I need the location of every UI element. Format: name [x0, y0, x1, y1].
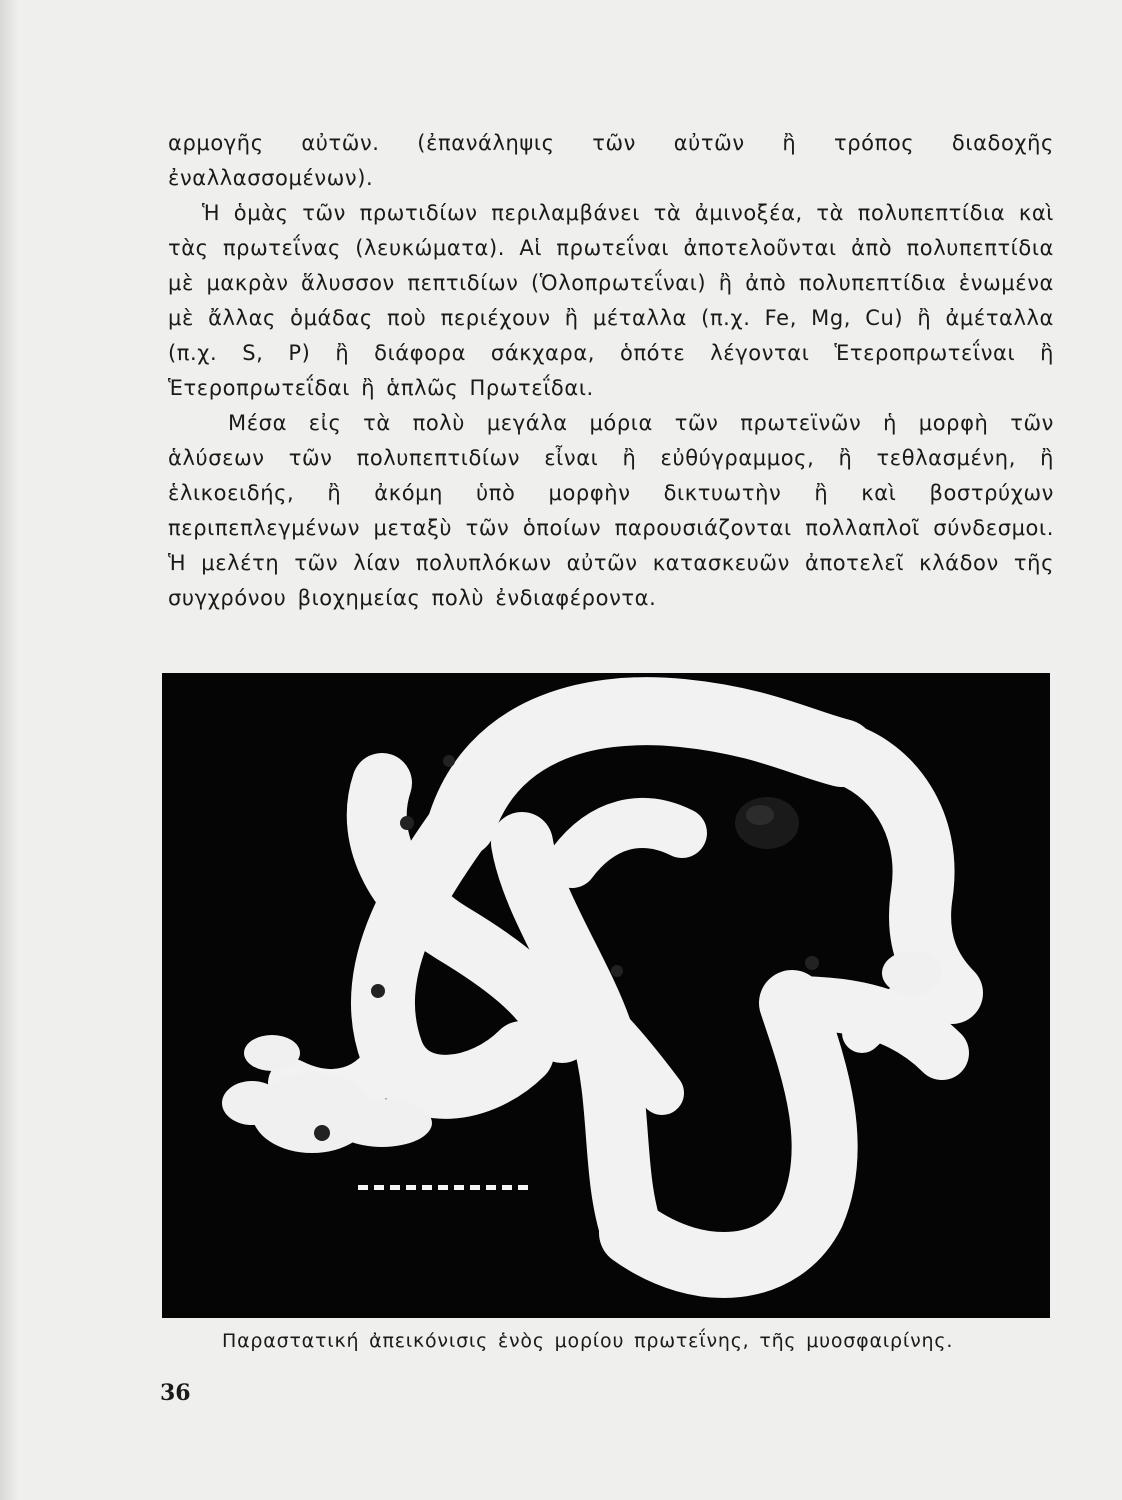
myoglobin-model-illustration: [162, 673, 1050, 1318]
paragraph-1: αρμογῆς αὐτῶν. (ἐπανάληψις τῶν αὐτῶν ἢ τρόπος διαδοχῆς ἐναλλασσομένων).: [168, 131, 1054, 190]
protein-chain: [292, 711, 952, 1265]
page-number: 36: [160, 1380, 191, 1406]
myoglobin-model-photo: [162, 673, 1050, 1318]
scan-edge-shadow: [0, 0, 18, 1500]
figure-caption: Παραστατική ἀπεικόνισις ἑνὸς μορίου πρωτεΐνης, τῆς μυοσφαιρίνης.: [222, 1330, 954, 1352]
body-text: [168, 126, 1054, 616]
paragraph-2: Ἡ ὁμὰς τῶν πρωτιδίων περιλαμβάνει τὰ ἀμινοξέα, τὰ πολυπεπτίδια καὶ τὰς πρωτεΐνας (λευκώματα). Αἱ πρωτεΐναι ἀποτελοῦνται ἀπὸ πολυπεπτίδια μὲ μακρὰν ἅλυσσον πεπτιδίων (Ὁλοπρωτεΐναι) ἢ ἀπὸ πολυπεπτίδια ἑνωμένα μὲ ἄλλας ὁμάδας ποὺ περιέχουν ἢ μέταλλα (π.χ. Fe, Mg, Cu) ἢ ἀμέταλλα (π.χ. S, P) ἢ διάφορα σάκχαρα, ὁπότε λέγονται Ἑτεροπρωτεΐναι ἢ Ἑτεροπρωτεΐδαι ἢ ἁπλῶς Πρωτεΐδαι.: [168, 201, 1054, 400]
heme-group: [735, 797, 799, 849]
paragraph-3: Μέσα εἰς τὰ πολὺ μεγάλα μόρια τῶν πρωτεϊνῶν ἡ μορφὴ τῶν ἁλύσεων τῶν πολυπεπτιδίων εἶναι ἢ εὐθύγραμμος, ἢ τεθλασμένη, ἢ ἑλικοειδής, ἢ ἀκόμη ὑπὸ μορφὴν δικτυωτὴν ἢ καὶ βοστρύχων περιπεπλεγμένων μεταξὺ τῶν ὁποίων παρουσιάζονται πολλαπλοῖ σύνδεσμοι. Ἡ μελέτη τῶν λίαν πολυπλόκων αὐτῶν κατασκευῶν ἀποτελεῖ κλάδον τῆς συγχρόνου βιοχημείας πολὺ ἐνδιαφέροντα.: [168, 411, 1054, 610]
scale-dots: [358, 1185, 528, 1190]
